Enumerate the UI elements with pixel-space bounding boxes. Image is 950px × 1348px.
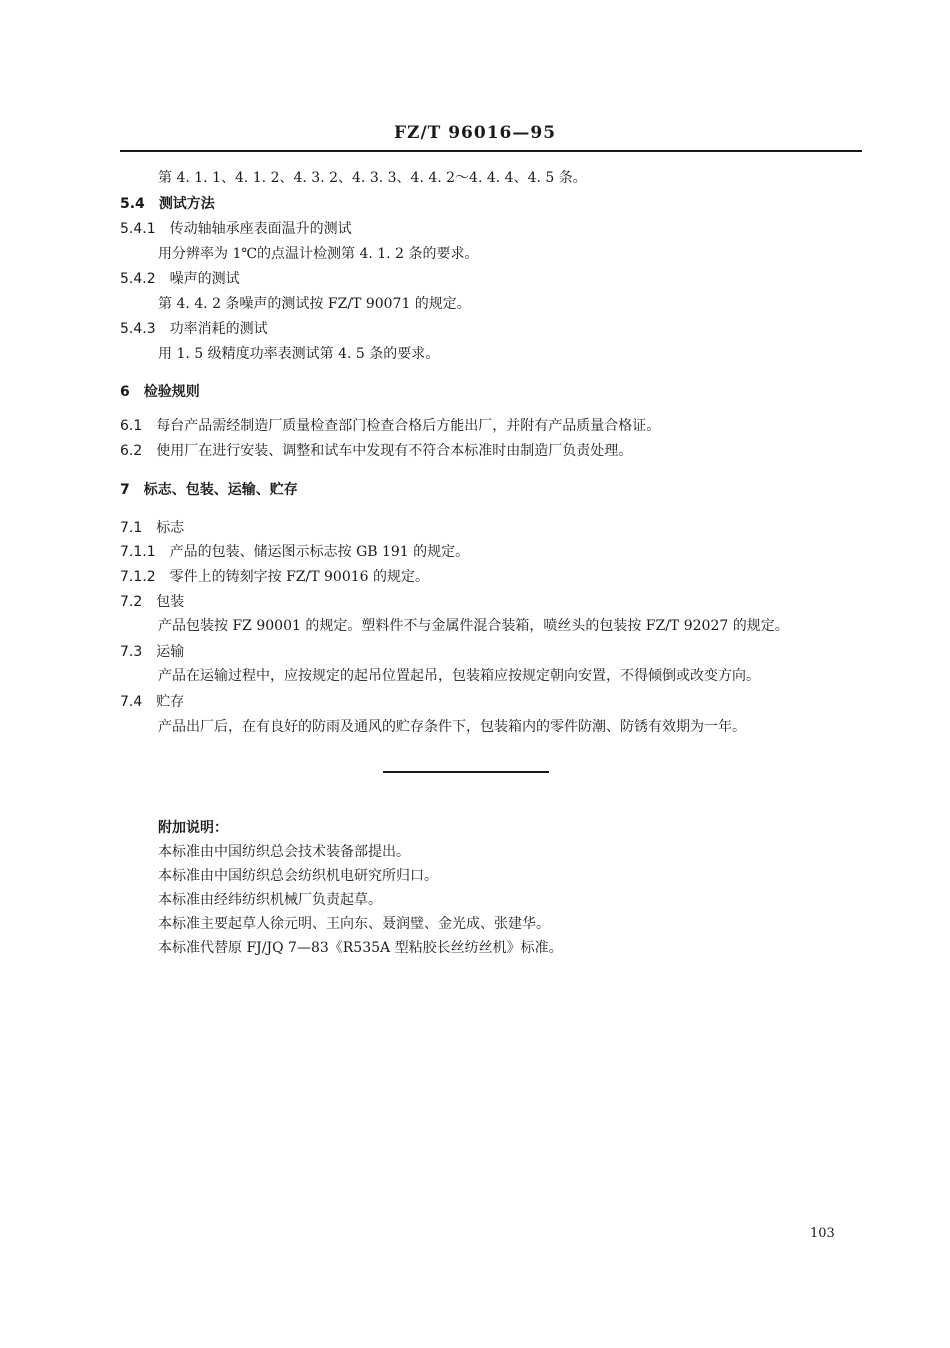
section-title: 包装 — [156, 594, 185, 610]
section-title: 检验规则 — [143, 384, 200, 400]
header-rule — [120, 150, 862, 152]
section-5-4-1-heading — [120, 219, 352, 239]
section-number: 7.1.2 — [120, 569, 156, 585]
section-text: 零件上的铸刻字按 FZ/T 90016 的规定。 — [169, 569, 430, 585]
continuation-text: 第 4. 1. 1、4. 1. 2、4. 3. 2、4. 3. 3、4. 4. 2～4. 4. 4、4. 5 条。 — [158, 170, 587, 186]
section-number: 6.2 — [120, 443, 143, 459]
section-title: 标志、包装、运输、贮存 — [143, 482, 298, 498]
section-7-3-body: 产品在运输过程中，应按规定的起吊位置起吊，包装箱应按规定朝向安置，不得倾倒或改变方向。 — [158, 668, 760, 684]
section-6-1 — [120, 416, 660, 436]
section-title: 贮存 — [156, 694, 185, 710]
section-text: 产品的包装、储运图示标志按 GB 191 的规定。 — [169, 544, 470, 560]
section-7-3-heading — [120, 642, 184, 662]
section-5-4-2-body: 第 4. 4. 2 条噪声的测试按 FZ/T 90071 的规定。 — [158, 296, 471, 312]
section-6-heading — [120, 382, 200, 402]
section-7-4-body: 产品出厂后，在有良好的防雨及通风的贮存条件下，包装箱内的零件防潮、防锈有效期为一年。 — [158, 719, 746, 735]
section-5-4-1-body: 用分辨率为 1℃的点温计检测第 4. 1. 2 条的要求。 — [158, 246, 479, 262]
section-number: 5.4.1 — [120, 221, 156, 237]
section-5-4-2-heading — [120, 269, 240, 289]
section-title: 运输 — [156, 644, 185, 660]
section-7-1-heading — [120, 518, 184, 538]
section-title: 功率消耗的测试 — [169, 321, 268, 337]
section-number: 7.2 — [120, 594, 143, 610]
section-text: 每台产品需经制造厂质量检查部门检查合格后方能出厂，并附有产品质量合格证。 — [156, 418, 661, 434]
section-7-heading — [120, 480, 298, 500]
section-title: 标志 — [156, 520, 185, 536]
section-number: 5.4 — [120, 196, 145, 212]
section-number: 6 — [120, 384, 130, 400]
section-number: 7 — [120, 482, 130, 498]
section-7-1-1 — [120, 542, 469, 562]
section-number: 5.4.2 — [120, 271, 156, 287]
section-title: 测试方法 — [158, 196, 215, 212]
section-7-4-heading — [120, 692, 184, 712]
section-6-2 — [120, 441, 632, 461]
notes-line: 本标准主要起草人徐元明、王向东、聂润璧、金光成、张建华。 — [158, 916, 550, 932]
section-number: 6.1 — [120, 418, 143, 434]
section-number: 7.1 — [120, 520, 143, 536]
section-title: 传动轴轴承座表面温升的测试 — [169, 221, 352, 237]
section-5-4-heading — [120, 194, 215, 214]
document-code: FZ/T 96016—95 — [393, 123, 557, 143]
notes-title: 附加说明： — [158, 820, 228, 836]
section-number: 7.4 — [120, 694, 143, 710]
section-5-4-3-heading — [120, 319, 268, 339]
end-rule — [383, 771, 549, 773]
notes-line: 本标准由中国纺织总会技术装备部提出。 — [158, 844, 410, 860]
section-text: 使用厂在进行安装、调整和试车中发现有不符合本标准时由制造厂负责处理。 — [156, 443, 633, 459]
notes-line: 本标准由中国纺织总会纺织机电研究所归口。 — [158, 868, 438, 884]
section-7-2-body: 产品包装按 FZ 90001 的规定。塑料件不与金属件混合装箱，喷丝头的包装按 FZ/T 92027 的规定。 — [158, 618, 789, 634]
section-5-4-3-body: 用 1. 5 级精度功率表测试第 4. 5 条的要求。 — [158, 346, 440, 362]
section-7-1-2 — [120, 567, 429, 587]
page-number: 103 — [810, 1226, 835, 1241]
section-number: 5.4.3 — [120, 321, 156, 337]
notes-line: 本标准由经纬纺织机械厂负责起草。 — [158, 892, 382, 908]
section-number: 7.3 — [120, 644, 143, 660]
notes-line: 本标准代替原 FJ/JQ 7—83《R535A 型粘胶长丝纺丝机》标准。 — [158, 940, 563, 956]
section-title: 噪声的测试 — [169, 271, 240, 287]
section-number: 7.1.1 — [120, 544, 156, 560]
section-7-2-heading — [120, 592, 184, 612]
